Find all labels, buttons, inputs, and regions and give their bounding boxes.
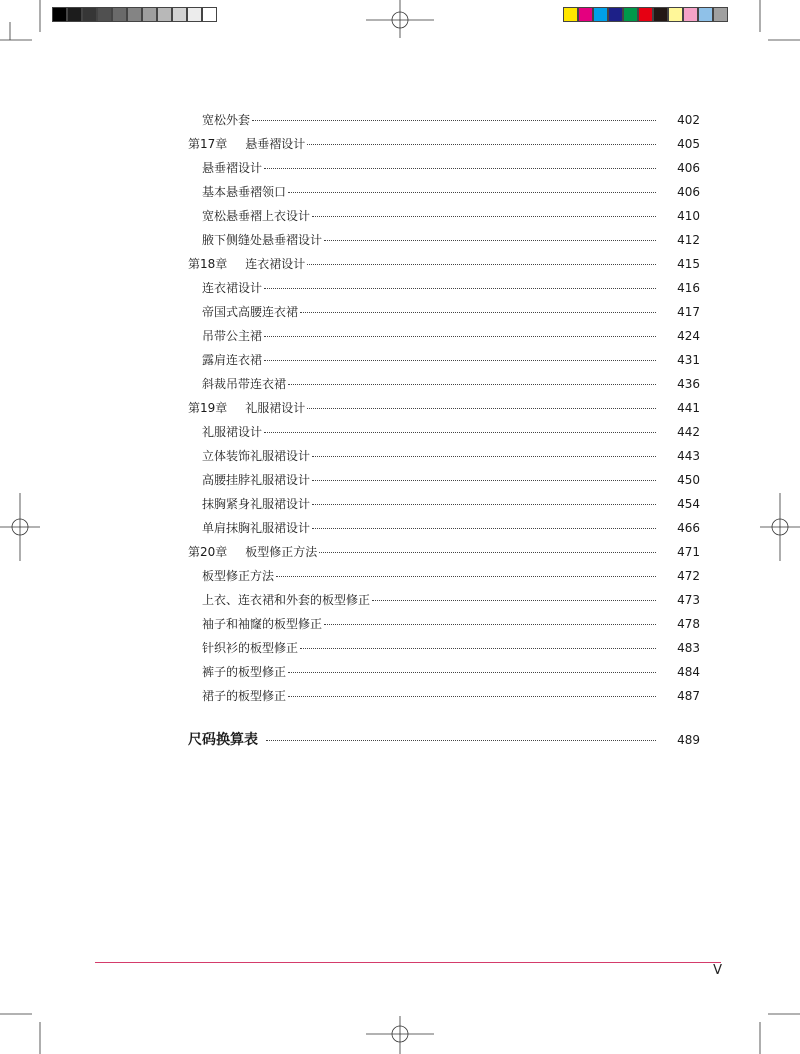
toc-chapter-entry[interactable] [188,132,700,156]
leader-dots [252,119,656,121]
registration-mark-left [0,493,40,561]
section-title: 帝国式高腰连衣裙 [202,305,299,319]
chapter-title: 礼服裙设计 [245,401,306,415]
section-title: 袖子和袖窿的板型修正 [202,617,323,631]
leader-dots [264,431,656,433]
leader-dots [288,671,656,673]
section-title: 单肩抹胸礼服裙设计 [202,521,311,535]
section-title: 抹胸紧身礼服裙设计 [202,497,311,511]
leader-dots [312,215,656,217]
toc-page-number: 410 [677,209,700,223]
leader-dots [312,527,656,529]
section-title: 悬垂褶设计 [202,161,263,175]
leader-dots [372,599,656,601]
chapter-title: 悬垂褶设计 [245,137,306,151]
toc-page-number: 450 [677,473,700,487]
toc-page-number: 416 [677,281,700,295]
leader-dots [300,311,656,313]
toc-page-number: 471 [677,545,700,559]
leader-dots [312,479,656,481]
section-title: 针织衫的板型修正 [202,641,299,655]
toc-section-entry[interactable] [188,180,700,204]
leader-dots [264,167,656,169]
toc-page-number: 441 [677,401,700,415]
chapter-title: 板型修正方法 [245,545,318,559]
toc-section-entry[interactable] [188,468,700,492]
toc-chapter-entry[interactable] [188,540,700,564]
leader-dots [324,623,656,625]
leader-dots [312,503,656,505]
toc-section-entry[interactable] [188,204,700,228]
leader-dots [276,575,656,577]
chapter-title: 连衣裙设计 [245,257,306,271]
leader-dots [312,455,656,457]
toc-page-number: 406 [677,161,700,175]
toc-page-number: 484 [677,665,700,679]
leader-dots [288,383,656,385]
leader-dots [300,647,656,649]
section-title: 基本悬垂褶领口 [202,185,287,199]
toc-section-entry[interactable] [188,492,700,516]
toc-page-number: 417 [677,305,700,319]
toc-section-entry[interactable] [188,420,700,444]
toc-section-entry[interactable] [188,228,700,252]
section-title: 宽松悬垂褶上衣设计 [202,209,311,223]
leader-dots [288,191,656,193]
toc-page-number: 466 [677,521,700,535]
leader-dots [307,143,656,145]
toc-section-entry[interactable] [188,612,700,636]
toc-section-entry[interactable] [188,156,700,180]
toc-page-number: 402 [677,113,700,127]
leader-dots [288,695,656,697]
registration-mark-bottom [366,1016,434,1054]
toc-page-number: 412 [677,233,700,247]
toc-chapter-label [188,252,305,276]
toc-chapter-entry[interactable] [188,396,700,420]
section-title: 腋下侧缝处悬垂褶设计 [202,233,323,247]
toc-page-number: 405 [677,137,700,151]
footer-rule [95,962,721,963]
toc-page-number: 431 [677,353,700,367]
section-title: 礼服裙设计 [202,425,263,439]
toc-page-number: 487 [677,689,700,703]
toc-appendix-page: 489 [677,733,700,747]
chapter-number: 第18章 [188,257,228,271]
section-title: 裙子的板型修正 [202,689,287,703]
leader-dots [266,739,656,741]
registration-mark-top [366,0,434,38]
section-title: 板型修正方法 [202,569,275,583]
toc-chapter-entry[interactable] [188,252,700,276]
toc-section-entry[interactable] [188,372,700,396]
registration-mark-right [760,493,800,561]
section-title: 上衣、连衣裙和外套的板型修正 [202,593,371,607]
section-title: 裤子的板型修正 [202,665,287,679]
toc-appendix[interactable] [188,728,700,752]
section-title: 立体装饰礼服裙设计 [202,449,311,463]
toc-section-entry[interactable] [188,588,700,612]
toc-page-number: 436 [677,377,700,391]
toc-page-number: 424 [677,329,700,343]
chapter-number: 第20章 [188,545,228,559]
leader-dots [307,263,656,265]
toc-section-entry[interactable] [188,660,700,684]
chapter-number: 第19章 [188,401,228,415]
toc-page-number: 478 [677,617,700,631]
leader-dots [264,335,656,337]
toc-section-entry[interactable] [188,564,700,588]
toc-page-number: 454 [677,497,700,511]
toc-page-number: 415 [677,257,700,271]
section-title: 吊带公主裙 [202,329,263,343]
toc-section-entry[interactable] [188,300,700,324]
toc-section-entry[interactable] [188,108,700,132]
table-of-contents [188,108,700,748]
leader-dots [264,359,656,361]
toc-appendix-title: 尺码换算表 [188,732,258,748]
toc-section-entry[interactable] [188,444,700,468]
toc-page-number: 443 [677,449,700,463]
section-title: 高腰挂脖礼服裙设计 [202,473,311,487]
toc-chapter-label [188,132,305,156]
leader-dots [319,551,656,553]
page-folio: V [713,963,722,978]
toc-section-entry[interactable] [188,636,700,660]
toc-section-entry[interactable] [188,516,700,540]
leader-dots [324,239,656,241]
toc-section-entry[interactable] [188,684,700,708]
toc-section-entry[interactable] [188,276,700,300]
toc-section-entry[interactable] [188,324,700,348]
toc-page-number: 472 [677,569,700,583]
section-title: 宽松外套 [202,113,251,127]
chapter-number: 第17章 [188,137,228,151]
section-title: 连衣裙设计 [202,281,263,295]
section-title: 斜裁吊带连衣裙 [202,377,287,391]
section-title: 露肩连衣裙 [202,353,263,367]
toc-page-number: 483 [677,641,700,655]
toc-section-entry[interactable] [188,348,700,372]
toc-page-number: 406 [677,185,700,199]
toc-chapter-label [188,540,317,564]
leader-dots [264,287,656,289]
leader-dots [307,407,656,409]
toc-page-number: 442 [677,425,700,439]
toc-page-number: 473 [677,593,700,607]
toc-chapter-label [188,396,305,420]
